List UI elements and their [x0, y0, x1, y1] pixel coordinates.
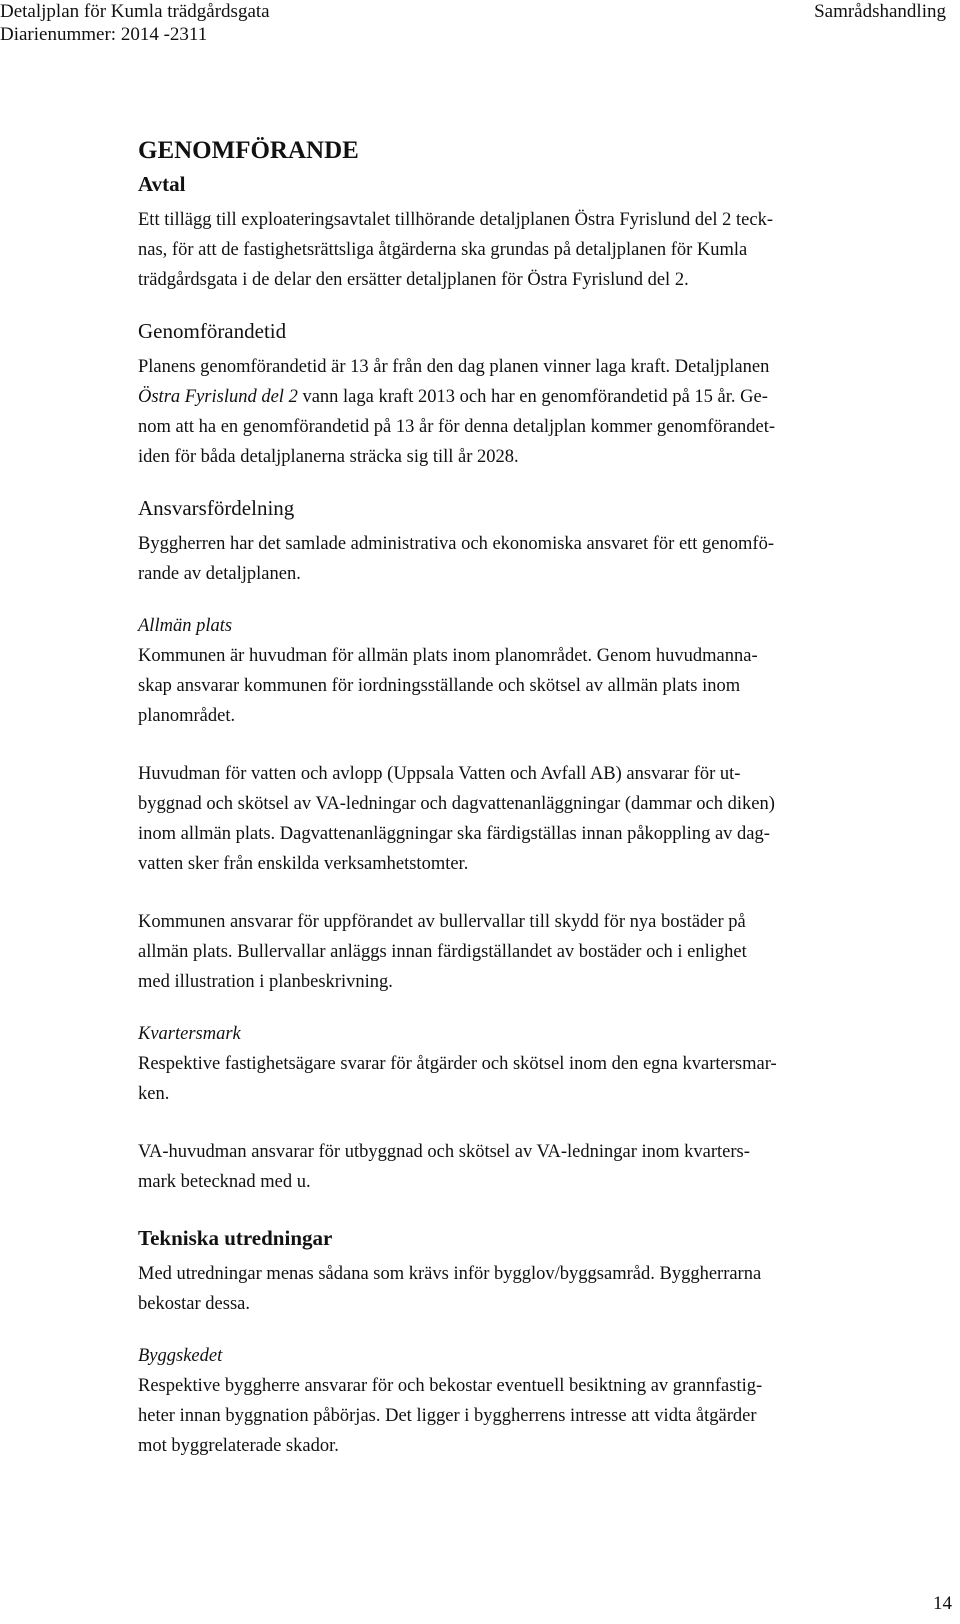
paragraph-allman-plats-3: [138, 907, 928, 997]
paragraph-kvartersmark-1: [138, 1049, 928, 1109]
text-line: nom att ha en genomförandetid på 13 år för denna detaljplan kommer genomförandet-: [138, 417, 775, 437]
text-line: Byggherren har det samlade administrativa och ekonomiska ansvaret för ett genomfö-: [138, 534, 774, 554]
page-number: 14: [933, 1593, 952, 1614]
text-line: Respektive byggherre ansvarar för och bekostar eventuell besiktning av grannfastig-: [138, 1376, 763, 1396]
text-line: nas, för att de fastighetsrättsliga åtgärderna ska grundas på detaljplanen för Kumla: [138, 240, 748, 260]
text-line: allmän plats. Bullervallar anläggs innan färdigställandet av bostäder och i enlighet: [138, 942, 747, 962]
text-line: trädgårdsgata i de delar den ersätter detaljplanen för Östra Fyrislund del 2.: [138, 270, 689, 290]
text-line: rande av detaljplanen.: [138, 564, 301, 584]
text-line: mot byggrelaterade skador.: [138, 1436, 339, 1456]
paragraph-tekniska: [138, 1259, 928, 1319]
heading-ansvarsfordelning: Ansvarsfördelning: [138, 496, 295, 520]
text-line: Kommunen ansvarar för uppförandet av bullervallar till skydd för nya bostäder på: [138, 912, 746, 932]
section-allman-plats: [138, 611, 928, 997]
text-line: Planens genomförandetid är 13 år från den dag planen vinner laga kraft. Detaljplanen: [138, 357, 770, 377]
heading-tekniska-utredningar: Tekniska utredningar: [138, 1226, 333, 1250]
text-line: Respektive fastighetsägare svarar för åtgärder och skötsel inom den egna kvartersmar-: [138, 1054, 777, 1074]
paragraph-allman-plats-2: [138, 759, 928, 879]
text-line: mark betecknad med u.: [138, 1172, 311, 1192]
header-doc-type: Samrådshandling: [814, 1, 946, 22]
section-genomforandetid: [138, 316, 928, 472]
heading-kvartersmark: Kvartersmark: [138, 1024, 241, 1044]
text-line: vann laga kraft 2013 och har en genomförandetid på 15 år. Ge-: [297, 387, 768, 407]
paragraph-allman-plats-1: [138, 641, 928, 731]
text-line: heter innan byggnation påbörjas. Det ligger i byggherrens intresse att vidta åtgärder: [138, 1406, 757, 1426]
text-line: skap ansvarar kommunen för iordningsställande och skötsel av allmän plats inom: [138, 676, 741, 696]
text-line: bekostar dessa.: [138, 1294, 250, 1314]
text-line: VA-huvudman ansvarar för utbyggnad och skötsel av VA-ledningar inom kvarters-: [138, 1142, 750, 1162]
paragraph-avtal: [138, 205, 928, 295]
section-ansvarsfordelning: [138, 493, 928, 589]
text-line: med illustration i planbeskrivning.: [138, 972, 393, 992]
section-avtal: [138, 169, 928, 295]
document-body: [138, 133, 928, 1461]
header-title: Detaljplan för Kumla trädgårdsgata: [0, 1, 270, 22]
paragraph-kvartersmark-2: [138, 1137, 928, 1197]
text-line: iden för båda detaljplanerna sträcka sig till år 2028.: [138, 447, 519, 467]
text-line: planområdet.: [138, 706, 236, 726]
section-byggskedet: [138, 1341, 928, 1461]
text-line: Huvudman för vatten och avlopp (Uppsala Vatten och Avfall AB) ansvarar för ut-: [138, 764, 741, 784]
section-kvartersmark: [138, 1019, 928, 1197]
text-line: byggnad och skötsel av VA-ledningar och dagvattenanläggningar (dammar och diken): [138, 794, 775, 814]
heading-byggskedet: Byggskedet: [138, 1346, 223, 1366]
italic-plan-name: Östra Fyrislund del 2: [138, 387, 298, 407]
heading-allman-plats: Allmän plats: [138, 616, 233, 636]
paragraph-ansvarsfordelning: [138, 529, 928, 589]
paragraph-genomforandetid: [138, 352, 928, 472]
paragraph-byggskedet: [138, 1371, 928, 1461]
text-line: vatten sker från enskilda verksamhetstomter.: [138, 854, 469, 874]
section-tekniska-utredningar: [138, 1223, 928, 1319]
heading-genomforandetid: Genomförandetid: [138, 319, 287, 343]
text-line: inom allmän plats. Dagvattenanläggningar ska färdigställas innan påkoppling av dag-: [138, 824, 770, 844]
header-diarienummer: Diarienummer: 2014 -2311: [0, 24, 208, 45]
text-line: Kommunen är huvudman för allmän plats inom planområdet. Genom huvudmanna-: [138, 646, 758, 666]
text-line: Med utredningar menas sådana som krävs inför bygglov/byggsamråd. Byggherrarna: [138, 1264, 762, 1284]
heading-genomforande: GENOMFÖRANDE: [138, 137, 359, 164]
text-line: ken.: [138, 1084, 170, 1104]
heading-avtal: Avtal: [138, 172, 186, 196]
text-line: Ett tillägg till exploateringsavtalet tillhörande detaljplanen Östra Fyrislund del 2 teck-: [138, 210, 773, 230]
